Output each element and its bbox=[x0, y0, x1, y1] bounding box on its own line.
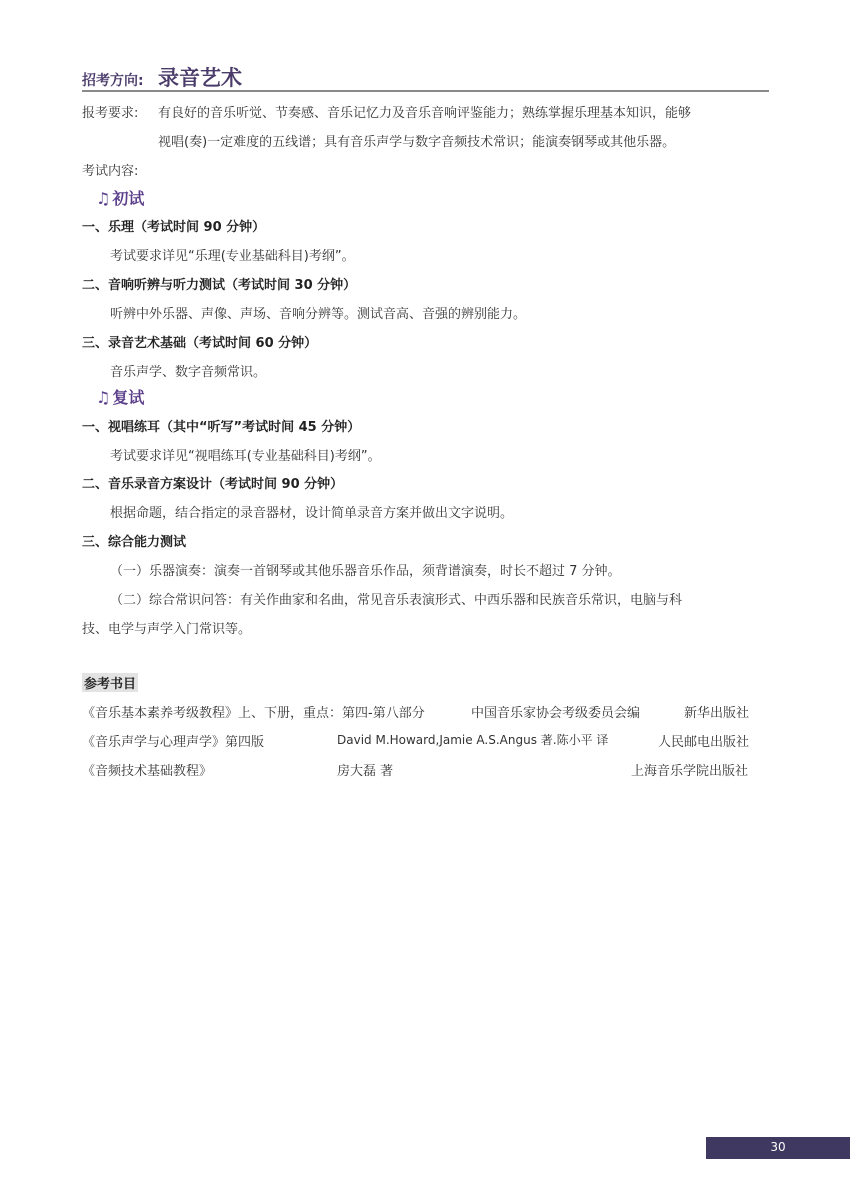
first-round-item-1-title: 一、乐理（考试时间 90 分钟） bbox=[82, 220, 266, 235]
requirements-line-2: 视唱(奏)一定难度的五线谱；具有音乐声学与数字音频技术常识；能演奏钢琴或其他乐器。 bbox=[158, 135, 676, 150]
page-number: 30 bbox=[770, 1140, 786, 1154]
book-1-name: 《音乐基本素养考级教程》上、下册，重点：第四-第八部分 bbox=[82, 706, 425, 721]
general-knowledge-item-line-2: 技、电学与声学入门常识等。 bbox=[82, 622, 252, 637]
major-label: 招考方向: bbox=[82, 73, 144, 89]
book-2-author: David M.Howard,Jamie A.S.Angus 著.陈小平 译 bbox=[337, 733, 609, 747]
references-title: 参考书目 bbox=[82, 673, 138, 692]
first-round-item-3-desc: 音乐声学、数字音频常识。 bbox=[110, 365, 267, 380]
book-2-publisher: 人民邮电出版社 bbox=[658, 735, 750, 750]
first-round-title: 初试 bbox=[112, 189, 145, 208]
content-label: 考试内容: bbox=[82, 164, 139, 179]
first-round-item-2-title: 二、音响听辨与听力测试（考试时间 30 分钟） bbox=[82, 278, 357, 293]
music-note-icon: ♫ bbox=[96, 189, 111, 208]
book-2-name: 《音乐声学与心理声学》第四版 bbox=[82, 735, 265, 750]
second-round-item-1-title: 一、视唱练耳（其中“听写”考试时间 45 分钟） bbox=[82, 420, 361, 435]
music-note-icon: ♫ bbox=[96, 388, 111, 407]
general-knowledge-item-line-1: （二）综合常识问答：有关作曲家和名曲，常见音乐表演形式、中西乐器和民族音乐常识，电脑与科 bbox=[110, 593, 683, 608]
second-round-item-2-title: 二、音乐录音方案设计（考试时间 90 分钟） bbox=[82, 477, 344, 492]
first-round-heading bbox=[96, 186, 144, 209]
book-3-publisher: 上海音乐学院出版社 bbox=[631, 764, 749, 779]
first-round-item-1-desc: 考试要求详见“乐理(专业基础科目)考纲”。 bbox=[110, 249, 355, 264]
major-title: 录音艺术 bbox=[158, 66, 242, 90]
book-1-author: 中国音乐家协会考级委员会编 bbox=[471, 706, 641, 721]
book-1-publisher: 新华出版社 bbox=[684, 706, 750, 721]
book-3-name: 《音频技术基础教程》 bbox=[82, 764, 213, 779]
second-round-item-2-desc: 根据命题，结合指定的录音器材，设计简单录音方案并做出文字说明。 bbox=[110, 506, 514, 521]
page-number-bar bbox=[706, 1137, 850, 1159]
first-round-item-2-desc: 听辨中外乐器、声像、声场、音响分辨等。测试音高、音强的辨别能力。 bbox=[110, 307, 527, 322]
requirements-line-1: 有良好的音乐听觉、节奏感、音乐记忆力及音乐音响评鉴能力；熟练掌握乐理基本知识，能够 bbox=[158, 106, 692, 121]
second-round-item-1-desc: 考试要求详见“视唱练耳(专业基础科目)考纲”。 bbox=[110, 449, 381, 464]
second-round-item-3-title: 三、综合能力测试 bbox=[82, 535, 187, 550]
second-round-heading bbox=[96, 385, 144, 408]
title-divider bbox=[82, 90, 769, 92]
instrument-performance-item: （一）乐器演奏：演奏一首钢琴或其他乐器音乐作品，须背谱演奏，时长不超过 7 分钟。 bbox=[110, 564, 621, 579]
first-round-item-3-title: 三、录音艺术基础（考试时间 60 分钟） bbox=[82, 336, 318, 351]
book-3-author: 房大磊 著 bbox=[337, 764, 394, 779]
requirements-label: 报考要求: bbox=[82, 106, 139, 121]
second-round-title: 复试 bbox=[112, 388, 145, 407]
